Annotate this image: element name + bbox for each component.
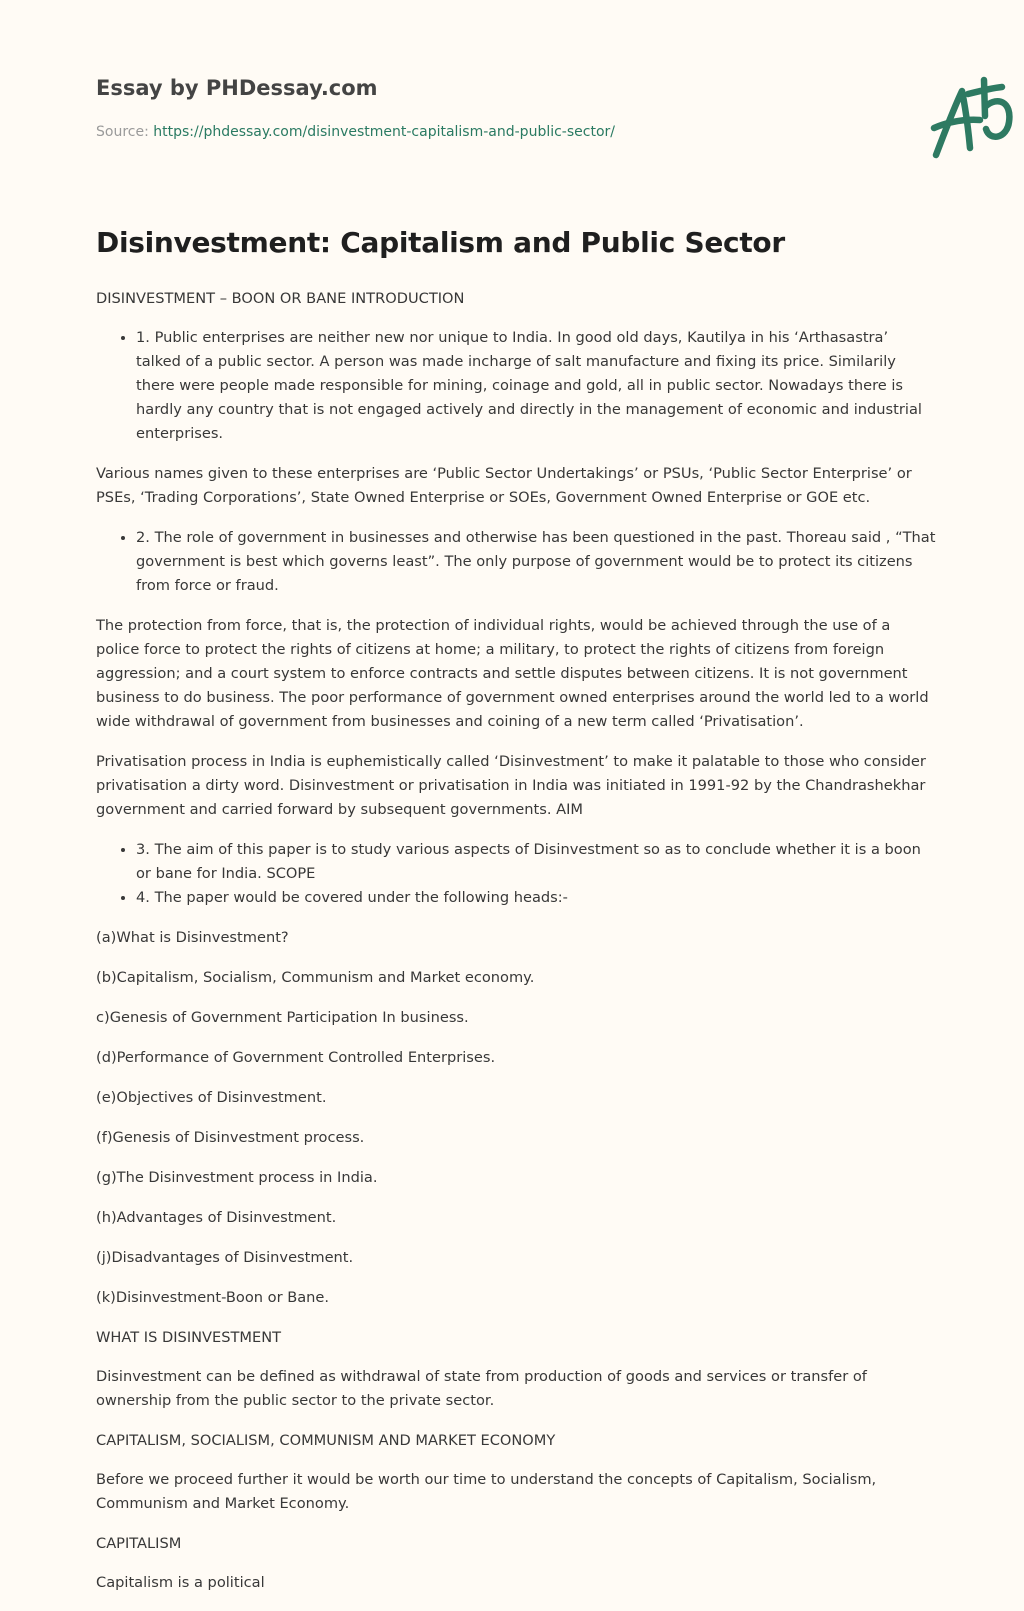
list-item: • 4. The paper would be covered under the following heads:- xyxy=(136,886,936,910)
head-item: (e)Objectives of Disinvestment. xyxy=(96,1089,327,1106)
head-item: (d)Performance of Government Controlled Enterprises. xyxy=(96,1049,496,1066)
essay-title: Disinvestment: Capitalism and Public Sector xyxy=(96,226,785,259)
bullet-list xyxy=(96,326,936,446)
source-line xyxy=(96,124,615,140)
section-heading: CAPITALISM, SOCIALISM, COMMUNISM AND MARKET ECONOMY xyxy=(96,1432,556,1449)
head-item: (a)What is Disinvestment? xyxy=(96,929,289,946)
paragraph: Privatisation process in India is euphemistically called ‘Disinvestment’ to make it palatable to those who consider privatisation a dirty word. Disinvestment or privatisation in India was initiated in 1991-92 by the Chandrashekhar government and carried forward by subsequent governments. AIM xyxy=(96,753,926,818)
section-heading: WHAT IS DISINVESTMENT xyxy=(96,1329,282,1346)
head-item: (j)Disadvantages of Disinvestment. xyxy=(96,1249,354,1266)
source-link[interactable]: https://phdessay.com/disinvestment-capitalism-and-public-sector/ xyxy=(153,124,615,140)
head-item: (k)Disinvestment-Boon or Bane. xyxy=(96,1289,330,1306)
intro-heading: DISINVESTMENT – BOON OR BANE INTRODUCTION xyxy=(96,290,465,307)
head-item: (b)Capitalism, Socialism, Communism and Market economy. xyxy=(96,969,535,986)
bullet-list xyxy=(96,838,936,910)
paragraph: Disinvestment can be defined as withdrawal of state from production of goods and services or transfer of ownership from the public sector to the private sector. xyxy=(96,1368,867,1409)
list-item: • 2. The role of government in businesses and otherwise has been questioned in the past. Thoreau said , “That government is best which governs least”. The only purpose of government would be to protect its citizens from force or fraud. xyxy=(136,526,936,598)
paragraph: Capitalism is a political xyxy=(96,1574,265,1591)
list-item: • 3. The aim of this paper is to study various aspects of Disinvestment so as to conclude whether it is a boon or bane for India. SCOPE xyxy=(136,838,936,886)
bullet-list xyxy=(96,526,936,598)
paragraph: The protection from force, that is, the protection of individual rights, would be achieved through the use of a police force to protect the rights of citizens at home; a military, to protect the rights of citizens from foreign aggression; and a court system to enforce contracts and settle disputes between citizens. It is not government business to do business. The poor performance of government owned enterprises around the world led to a world wide withdrawal of government from businesses and coining of a new term called ‘Privatisation’. xyxy=(96,617,929,730)
paragraph: Various names given to these enterprises are ‘Public Sector Undertakings’ or PSUs, ‘Public Sector Enterprise’ or PSEs, ‘Trading Corporations’, State Owned Enterprise or SOEs, Government Owned Enterprise or GOE etc. xyxy=(96,465,912,506)
head-item: c)Genesis of Government Participation In business. xyxy=(96,1009,469,1026)
source-label: Source: xyxy=(96,124,154,140)
head-item: (h)Advantages of Disinvestment. xyxy=(96,1209,337,1226)
head-item: (f)Genesis of Disinvestment process. xyxy=(96,1129,365,1146)
brand-title: Essay by PHDessay.com xyxy=(96,76,378,100)
list-item: • 1. Public enterprises are neither new nor unique to India. In good old days, Kautilya in his ‘Arthasastra’ talked of a public sector. A person was made incharge of salt manufacture and fixing its price. Similarily there were people made responsible for mining, coinage and gold, all in public sector. Nowadays there is hardly any country that is not engaged actively and directly in the management of economic and industrial enterprises. xyxy=(136,326,936,446)
head-item: (g)The Disinvestment process in India. xyxy=(96,1169,378,1186)
paragraph: Before we proceed further it would be worth our time to understand the concepts of Capitalism, Socialism, Communism and Market Economy. xyxy=(96,1471,877,1512)
a-plus-logo-icon xyxy=(922,76,1024,166)
section-heading: CAPITALISM xyxy=(96,1535,182,1552)
essay-body xyxy=(96,287,936,1611)
